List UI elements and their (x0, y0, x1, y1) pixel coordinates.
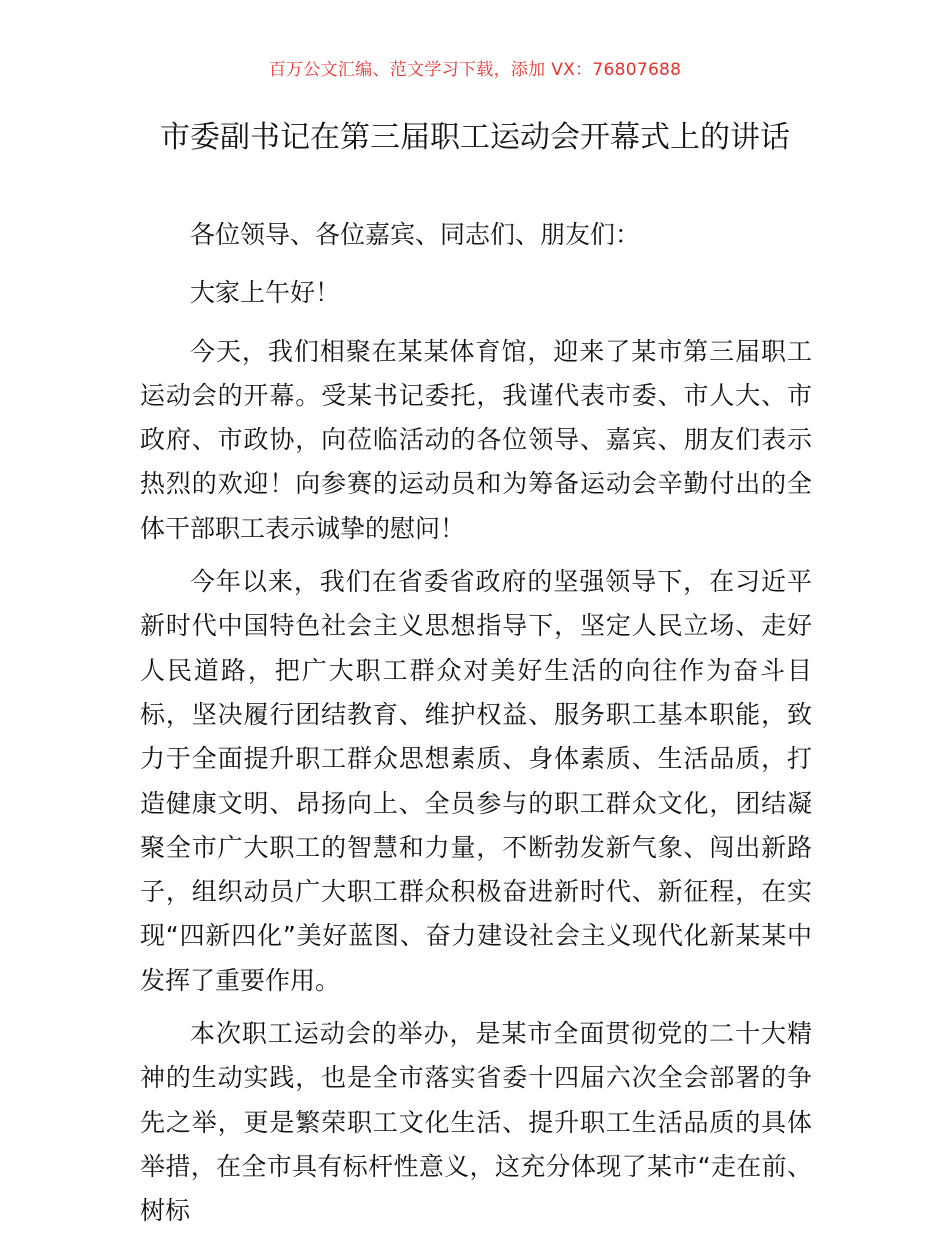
body-paragraph: 今年以来，我们在省委省政府的坚强领导下，在习近平新时代中国特色社会主义思想指导下，坚定人民立场、走好人民道路，把广大职工群众对美好生活的向往作为奋斗目标，坚决履行团结教育、维护权益、服务职工基本职能，致力于全面提升职工群众思想素质、身体素质、生活品质，打造健康文明、昂扬向上、全员参与的职工群众文化，团结凝聚全市广大职工的智慧和力量，不断勃发新气象、闯出新路子，组织动员广大职工群众积极奋进新时代、新征程，在实现“四新四化”美好蓝图、奋力建设社会主义现代化新某某中发挥了重要作用。 (140, 567, 812, 995)
header-promo-note: 百万公文汇编、范文学习下载，添加 VX：76807688 (268, 60, 682, 80)
document-body (140, 213, 812, 1243)
body-paragraph: 今天，我们相聚在某某体育馆，迎来了某市第三届职工运动会的开幕。受某书记委托，我谨代表市委、市人大、市政府、市政协，向莅临活动的各位领导、嘉宾、朋友们表示热烈的欢迎！向参赛的运动员和为筹备运动会辛勤付出的全体干部职工表示诚挚的慰问！ (140, 336, 812, 543)
greeting-paragraph: 大家上午好！ (190, 278, 341, 308)
document-title: 市委副书记在第三届职工运动会开幕式上的讲话 (160, 120, 790, 155)
body-paragraph: 本次职工运动会的举办，是某市全面贯彻党的二十大精神的生动实践，也是全市落实省委十四届六次全会部署的争先之举，更是繁荣职工文化生活、提升职工生活品质的具体举措，在全市具有标杆性意义，这充分体现了某市“走在前、树标 (140, 1019, 812, 1226)
salutation-paragraph: 各位领导、各位嘉宾、同志们、朋友们： (190, 220, 641, 249)
